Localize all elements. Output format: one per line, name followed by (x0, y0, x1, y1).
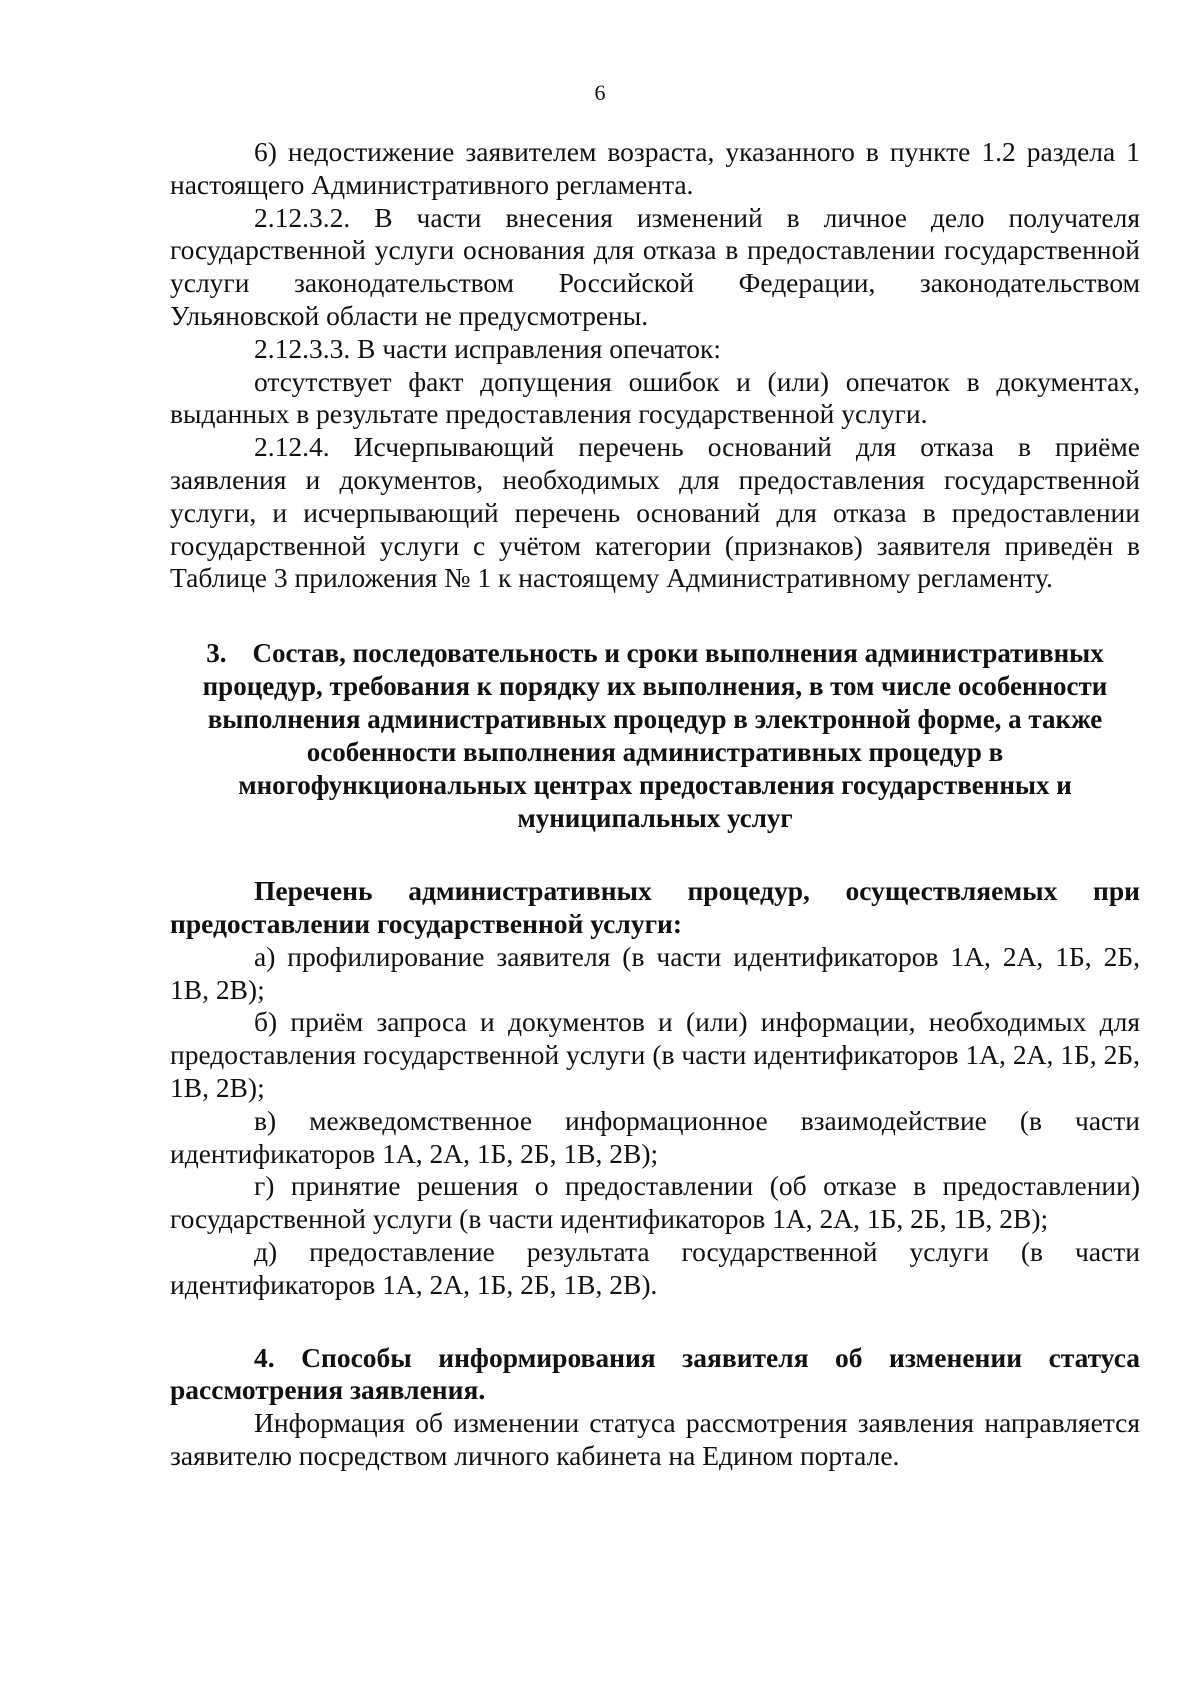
procedure-item-a: а) профилирование заявителя (в части идентификаторов 1А, 2А, 1Б, 2Б, 1В, 2В); (170, 940, 1140, 1005)
paragraph-2-12-4: 2.12.4. Исчерпывающий перечень оснований для отказа в приёме заявления и документов, необходимых для предоставления государственной услуги, и исчерпывающий перечень оснований для отказа в предоставлении государственной услуги с учётом категории (признаков) заявителя приведён в Таблице 3 приложения № 1 к настоящему Административному регламенту. (170, 431, 1140, 594)
section-3-title: Состав, последовательность и сроки выполнения административных процедур, требования к порядку их выполнения, в том числе особенности выполнения административных процедур в электронной форме, а также особенности выполнения административных процедур в многофункциональных центрах предоставления государственных и муниципальных услуг (202, 638, 1108, 834)
paragraph-item-6: 6) недостижение заявителем возраста, указанного в пункте 1.2 раздела 1 настоящего Административного регламента. (170, 136, 1140, 200)
section-4-text: Информация об изменении статуса рассмотрения заявления направляется заявителю посредством личного кабинета на Едином портале. (170, 1407, 1140, 1471)
procedures-list-heading: Перечень административных процедур, осуществляемых при предоставлении государственной услуги: (170, 875, 1140, 939)
page-number: 6 (594, 80, 606, 105)
procedure-item-g: г) принятие решения о предоставлении (об отказе в предоставлении) государственной услуги (в части идентификаторов 1А, 2А, 1Б, 2Б, 1В, 2В); (170, 1170, 1140, 1235)
section-4-heading: 4. Способы информирования заявителя об изменении статуса рассмотрения заявления. (170, 1341, 1140, 1406)
procedure-item-d: д) предоставление результата государственной услуги (в части идентификаторов 1А, 2А, 1Б, 2Б, 1В, 2В). (170, 1235, 1140, 1300)
procedure-item-b: б) приём запроса и документов и (или) информации, необходимых для предоставления государственной услуги (в части идентификаторов 1А, 2А, 1Б, 2Б, 1В, 2В); (170, 1006, 1140, 1103)
paragraph-typos: отсутствует факт допущения ошибок и (или) опечаток в документах, выданных в результате предоставления государственной услуги. (170, 365, 1140, 430)
paragraph-2-12-3-2: 2.12.3.2. В части внесения изменений в личное дело получателя государственной услуги основания для отказа в предоставлении государственной услуги законодательством Российской Федерации, законодательством Ульяновской области не предусмотрены. (170, 201, 1140, 331)
section-3-heading (170, 637, 1140, 835)
document-body (170, 136, 1140, 1473)
section-3-number: 3. (206, 638, 227, 669)
procedure-item-v: в) межведомственное информационное взаимодействие (в части идентификаторов 1А, 2А, 1Б, 2Б, 1В, 2В); (170, 1104, 1140, 1169)
paragraph-2-12-3-3: 2.12.3.3. В части исправления опечаток: (254, 332, 722, 364)
